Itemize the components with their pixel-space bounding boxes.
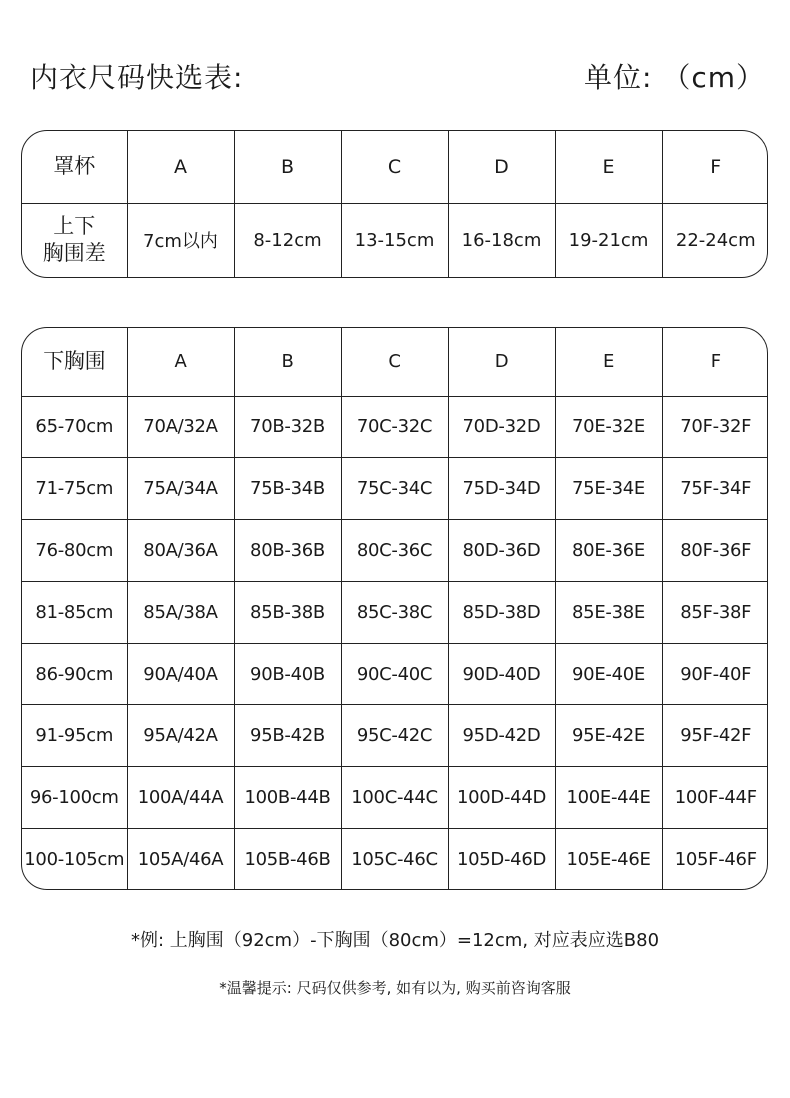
size-cell: 75E-34E [555,458,662,520]
cup-header-c: C [341,131,448,203]
size-cell: 85E-38E [555,581,662,643]
size-cell: 75C-34C [341,458,448,520]
size-cell: 80B-36B [234,520,341,582]
size-cell: 70E-32E [555,396,662,458]
size-cell: 95C-42C [341,705,448,767]
page-title: 内衣尺码快选表: [30,61,244,94]
page-header [30,56,765,100]
diff-cell-c: 13-15cm [341,203,448,277]
underbust-range: 86-90cm [22,643,127,705]
size-row [22,396,768,458]
underbust-header: 下胸围 [22,328,127,396]
size-row [22,643,768,705]
underbust-range: 96-100cm [22,767,127,829]
size-cell: 80C-36C [341,520,448,582]
size-cell: 105C-46C [341,829,448,889]
size-cell: 70A/32A [127,396,234,458]
size-row [22,829,768,889]
size-cell: 95E-42E [555,705,662,767]
size-cell: 85F-38F [662,581,768,643]
bust-difference-label [22,203,127,277]
size-cell: 85A/38A [127,581,234,643]
underbust-range: 76-80cm [22,520,127,582]
size-cell: 85B-38B [234,581,341,643]
underbust-range: 65-70cm [22,396,127,458]
underbust-range: 81-85cm [22,581,127,643]
size-cell: 100E-44E [555,767,662,829]
size-cell: 95D-42D [448,705,555,767]
size-cell: 90F-40F [662,643,768,705]
size-cell: 105F-46F [674,848,757,870]
size-row [22,767,768,829]
size-header-d: D [448,328,555,396]
unit-label: 单位: （cm） [583,61,765,94]
size-cell: 70C-32C [341,396,448,458]
cup-difference-table [21,130,768,278]
size-header-c: C [341,328,448,396]
size-header-a: A [127,328,234,396]
size-cell: 80A/36A [127,520,234,582]
size-row [22,705,768,767]
cup-header-f: F [662,131,768,203]
size-cell: 85D-38D [448,581,555,643]
size-cell: 105E-46E [555,829,662,889]
size-header-row [22,328,768,396]
size-cell: 100A/44A [127,767,234,829]
size-cell: 90B-40B [234,643,341,705]
size-cell: 80E-36E [555,520,662,582]
size-cell: 90C-40C [341,643,448,705]
diff-cell-f: 22-24cm [675,229,756,251]
underbust-range: 71-75cm [22,458,127,520]
size-cell: 80D-36D [448,520,555,582]
size-cell: 80F-36F [662,520,768,582]
size-cell: 70D-32D [448,396,555,458]
bust-difference-label-line2: 胸围差 [42,241,106,266]
size-cell: 105D-46D [448,829,555,889]
size-cell: 105A/46A [127,829,234,889]
cup-header-b: B [234,131,341,203]
cup-header-a: A [127,131,234,203]
size-row [22,581,768,643]
size-cell: 75F-34F [662,458,768,520]
tip-note: *温馨提示: 尺码仅供参考, 如有以为, 购买前咨询客服 [219,979,571,997]
bust-difference-label-line1: 上下 [53,214,96,239]
diff-cell-e: 19-21cm [555,203,662,277]
size-cell: 100D-44D [448,767,555,829]
size-cell: 90D-40D [448,643,555,705]
size-cell: 95A/42A [127,705,234,767]
underbust-range: 91-95cm [22,705,127,767]
size-cell: 90E-40E [555,643,662,705]
size-cell: 90A/40A [127,643,234,705]
size-cell: 95B-42B [234,705,341,767]
cup-row-label: 罩杯 [22,131,127,203]
cup-header-d: D [448,131,555,203]
size-cell: 75D-34D [448,458,555,520]
size-row [22,458,768,520]
size-cell: 95F-42F [662,705,768,767]
size-cell: 100C-44C [341,767,448,829]
size-cell: 85C-38C [341,581,448,643]
bust-difference-row [22,203,768,277]
size-cell: 105B-46B [234,829,341,889]
diff-cell-a: 7cm以内 [127,203,234,277]
size-cell: 75B-34B [234,458,341,520]
underbust-range: 100-105cm [22,829,127,889]
example-note: *例: 上胸围（92cm）-下胸围（80cm）=12cm, 对应表应选B80 [130,930,660,951]
size-cell: 70F-32F [662,396,768,458]
size-cell: 100B-44B [234,767,341,829]
cup-row [22,131,768,203]
size-chart-table [21,327,768,890]
size-cell: 100F-44F [662,767,768,829]
size-cell: 70B-32B [234,396,341,458]
size-header-f: F [662,328,768,396]
size-row [22,520,768,582]
size-cell: 75A/34A [127,458,234,520]
size-header-e: E [555,328,662,396]
diff-cell-d: 16-18cm [448,203,555,277]
cup-header-e: E [555,131,662,203]
size-header-b: B [234,328,341,396]
diff-cell-b: 8-12cm [234,203,341,277]
